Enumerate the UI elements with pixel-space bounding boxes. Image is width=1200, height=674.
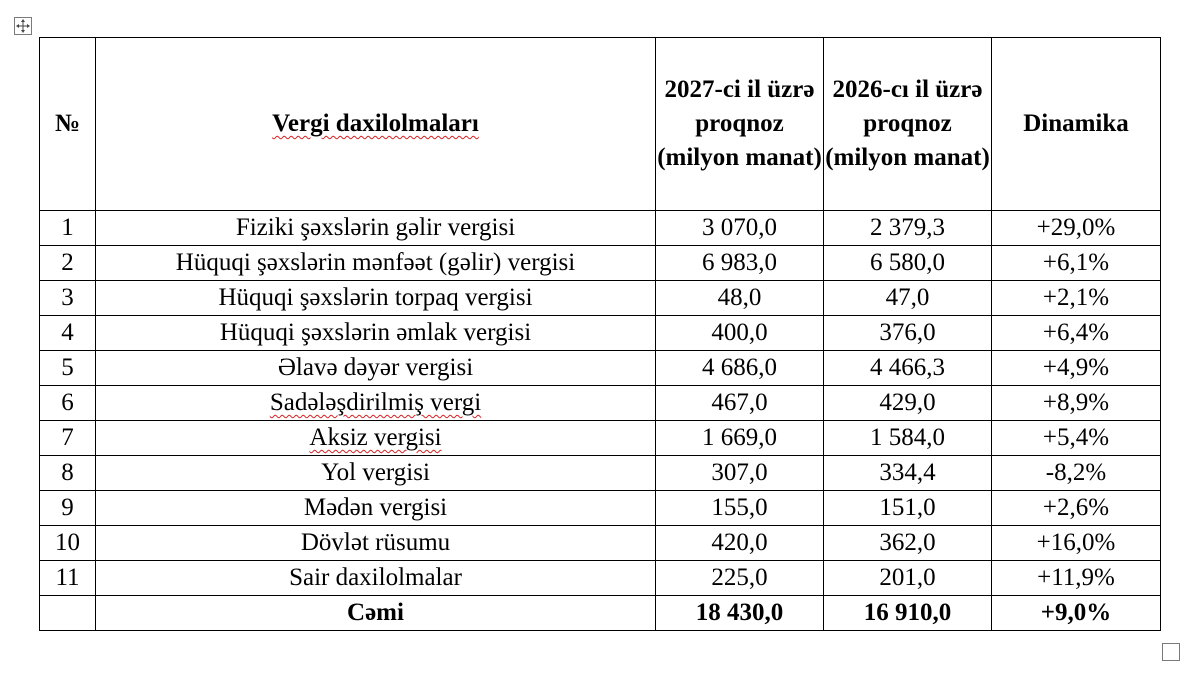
row-number: 5 [40,351,96,386]
table-row [40,246,1161,281]
row-forecast-2027: 420,0 [656,526,824,561]
row-number: 8 [40,456,96,491]
row-tax-name: Sair daxilolmalar [96,561,656,596]
row-dynamics: +8,9% [992,386,1161,421]
row-tax-name: Əlavə dəyər vergisi [96,351,656,386]
row-number: 7 [40,421,96,456]
row-forecast-2027: 48,0 [656,281,824,316]
total-number-empty [40,596,96,631]
total-forecast-2027: 18 430,0 [656,596,824,631]
tax-revenue-table [39,37,1161,631]
table-row [40,526,1161,561]
row-forecast-2026: 6 580,0 [824,246,992,281]
row-forecast-2027: 467,0 [656,386,824,421]
row-number: 10 [40,526,96,561]
row-tax-name-label: Aksiz vergisi [309,424,442,451]
total-label: Cəmi [96,596,656,631]
row-tax-name: Mədən vergisi [96,491,656,526]
row-tax-name [96,421,656,456]
row-forecast-2027: 1 669,0 [656,421,824,456]
row-tax-name: Dövlət rüsumu [96,526,656,561]
row-forecast-2026: 151,0 [824,491,992,526]
total-forecast-2026: 16 910,0 [824,596,992,631]
table-row [40,281,1161,316]
row-forecast-2026: 334,4 [824,456,992,491]
table-move-handle-icon[interactable] [14,17,32,35]
row-tax-name: Yol vergisi [96,456,656,491]
row-dynamics: +2,1% [992,281,1161,316]
table-row [40,421,1161,456]
row-tax-name: Fiziki şəxslərin gəlir vergisi [96,211,656,246]
row-forecast-2026: 2 379,3 [824,211,992,246]
table-total-row [40,596,1161,631]
table-row [40,561,1161,596]
row-forecast-2026: 4 466,3 [824,351,992,386]
row-dynamics: +5,4% [992,421,1161,456]
table-row [40,491,1161,526]
row-forecast-2026: 201,0 [824,561,992,596]
row-forecast-2027: 225,0 [656,561,824,596]
row-dynamics: +16,0% [992,526,1161,561]
table-row [40,386,1161,421]
move-cross-icon [15,18,31,34]
row-number: 3 [40,281,96,316]
header-dynamics: Dinamika [992,38,1161,211]
row-dynamics: +4,9% [992,351,1161,386]
row-number: 6 [40,386,96,421]
row-tax-name [96,386,656,421]
row-number: 2 [40,246,96,281]
row-forecast-2027: 400,0 [656,316,824,351]
row-tax-name-label: Sadələşdirilmiş vergi [269,389,482,416]
row-forecast-2027: 3 070,0 [656,211,824,246]
row-forecast-2026: 362,0 [824,526,992,561]
row-forecast-2027: 155,0 [656,491,824,526]
table-row [40,351,1161,386]
header-number: № [40,38,96,211]
row-dynamics: +11,9% [992,561,1161,596]
table-row [40,316,1161,351]
row-forecast-2027: 307,0 [656,456,824,491]
table-row [40,456,1161,491]
row-number: 11 [40,561,96,596]
row-number: 4 [40,316,96,351]
total-dynamics: +9,0% [992,596,1161,631]
row-dynamics: +2,6% [992,491,1161,526]
row-dynamics: -8,2% [992,456,1161,491]
row-number: 9 [40,491,96,526]
table-row [40,211,1161,246]
row-tax-name: Hüquqi şəxslərin əmlak vergisi [96,316,656,351]
header-tax-revenues [96,38,656,211]
row-number: 1 [40,211,96,246]
header-forecast-2026: 2026-cı il üzrə proqnoz (milyon manat) [824,38,992,211]
table-header-row [40,38,1161,211]
row-dynamics: +6,4% [992,316,1161,351]
row-forecast-2026: 1 584,0 [824,421,992,456]
row-dynamics: +6,1% [992,246,1161,281]
row-forecast-2027: 4 686,0 [656,351,824,386]
row-dynamics: +29,0% [992,211,1161,246]
header-tax-revenues-label: Vergi daxilolmaları [272,110,479,137]
header-forecast-2027: 2027-ci il üzrə proqnoz (milyon manat) [656,38,824,211]
table-resize-handle-icon[interactable] [1162,643,1180,661]
row-forecast-2026: 47,0 [824,281,992,316]
row-tax-name: Hüquqi şəxslərin torpaq vergisi [96,281,656,316]
row-forecast-2026: 376,0 [824,316,992,351]
row-forecast-2027: 6 983,0 [656,246,824,281]
row-tax-name: Hüquqi şəxslərin mənfəət (gəlir) vergisi [96,246,656,281]
row-forecast-2026: 429,0 [824,386,992,421]
